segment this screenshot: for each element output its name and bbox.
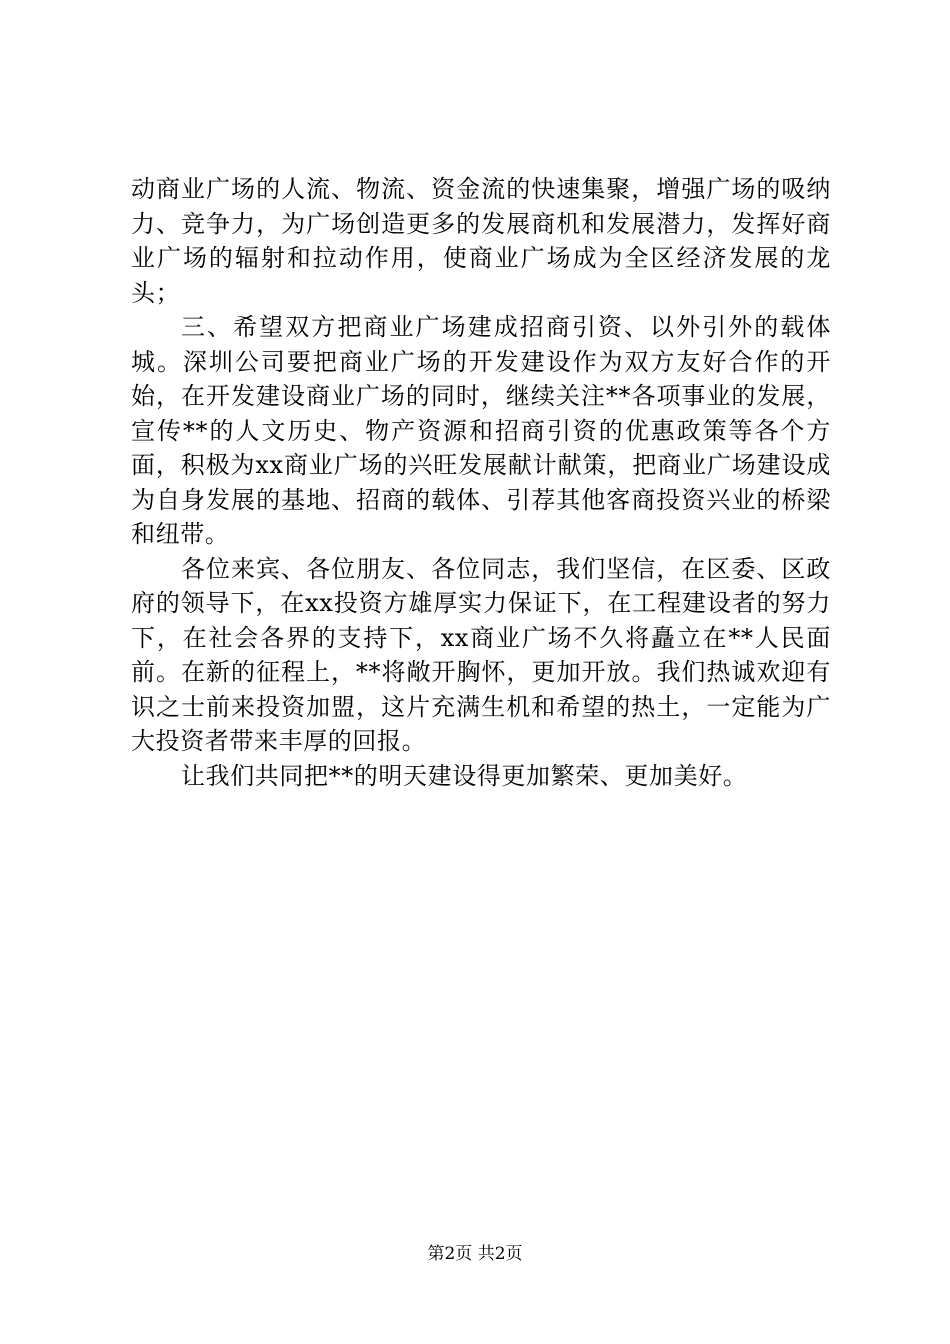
paragraph-closing-remarks: 各位来宾、各位朋友、各位同志，我们坚信，在区委、区政府的领导下，在xx投资方雄厚实力保证下，在工程建设者的努力下，在社会各界的支持下，xx商业广场不久将矗立在**人民面前。在新的征程上，**将敞开胸怀，更加开放。我们热诚欢迎有识之士前来投资加盟，这片充满生机和希望的热土，一定能为广大投资者带来丰厚的回报。 <box>131 554 831 755</box>
page-footer: 第2页 共2页 <box>427 1244 523 1264</box>
document-body <box>131 172 831 793</box>
paragraph-section-three: 三、希望双方把商业广场建成招商引资、以外引外的载体城。深圳公司要把商业广场的开发建设作为双方友好合作的开始，在开发建设商业广场的同时，继续关注**各项事业的发展，宣传**的人文历史、物产资源和招商引资的优惠政策等各个方面，积极为xx商业广场的兴旺发展献计献策，把商业广场建设成为自身发展的基地、招商的载体、引荐其他客商投资兴业的桥梁和纽带。 <box>131 313 831 548</box>
paragraph-continuation: 动商业广场的人流、物流、资金流的快速集聚，增强广场的吸纳力、竞争力，为广场创造更多的发展商机和发展潜力，发挥好商业广场的辐射和拉动作用，使商业广场成为全区经济发展的龙头； <box>131 175 831 307</box>
paragraph-final-wish: 让我们共同把**的明天建设得更加繁荣、更加美好。 <box>181 761 748 790</box>
